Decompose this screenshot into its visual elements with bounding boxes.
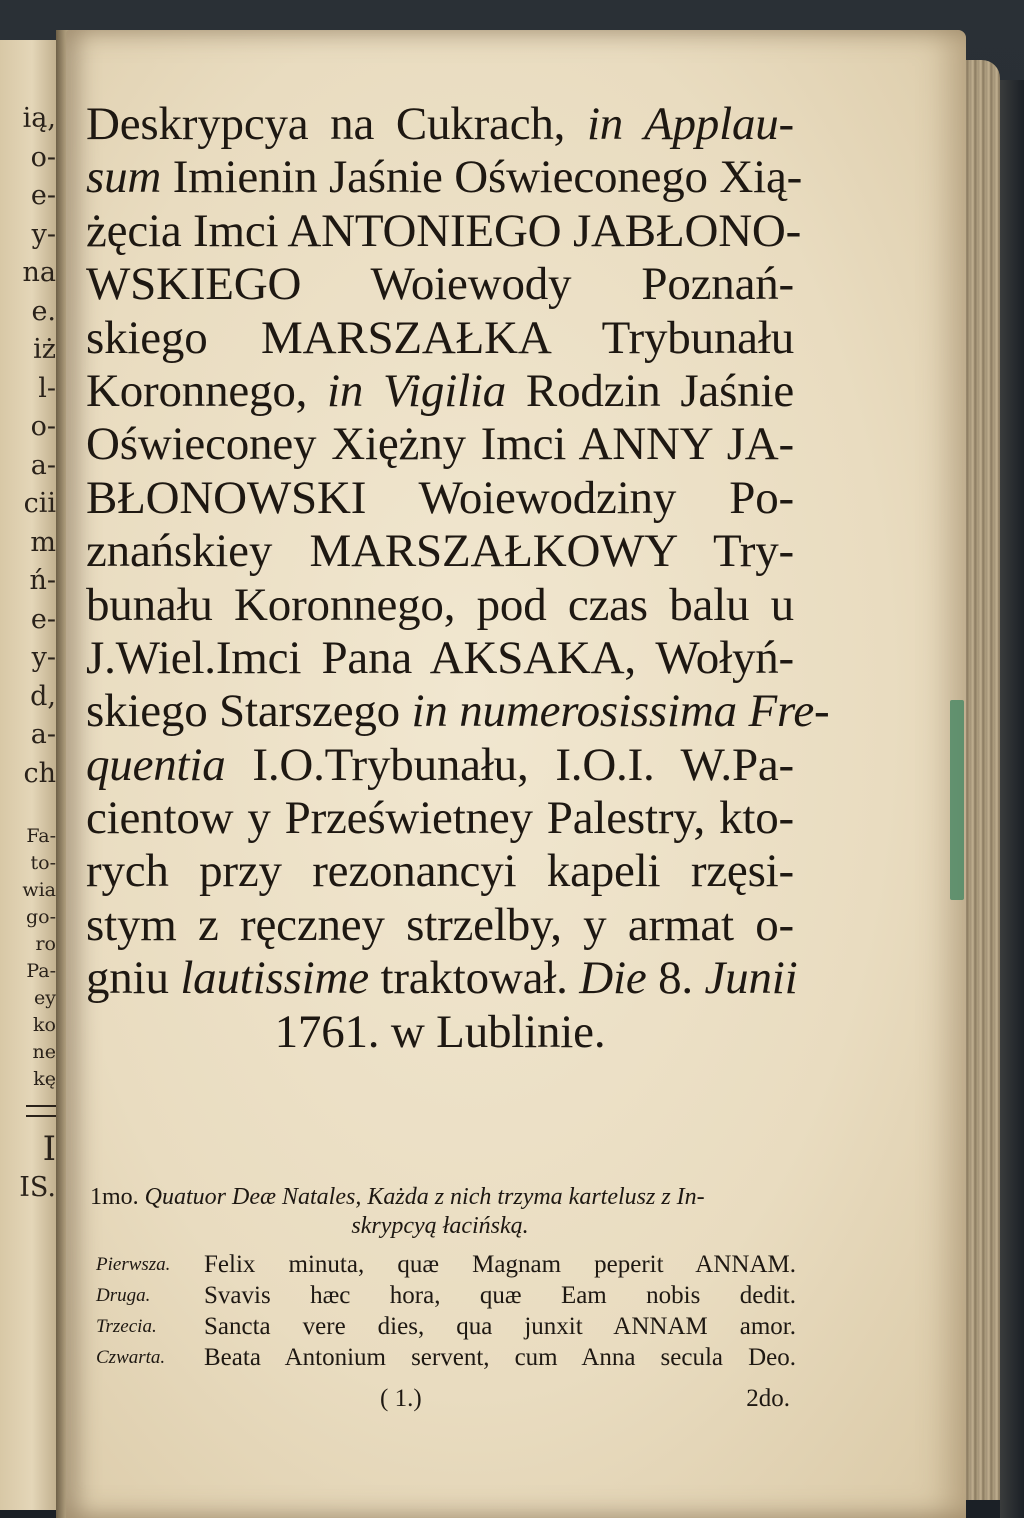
- left-fragment: d,: [30, 680, 56, 712]
- left-fragment: iż: [33, 334, 56, 365]
- title-line: quentia I.O.Trybunału, I.O.I. W.Pa-: [86, 738, 794, 791]
- left-fragment-small: wia: [22, 879, 56, 901]
- left-fragment: m: [30, 526, 56, 558]
- intro-number: 1mo.: [90, 1184, 139, 1210]
- left-fragment: o-: [30, 141, 56, 173]
- catchword: 2do.: [746, 1385, 790, 1412]
- left-fragment: e-: [30, 603, 56, 635]
- left-fragment-small: ey: [34, 987, 56, 1009]
- verse-text: Beata Antonium servent, cum Anna secula Deo.: [204, 1344, 796, 1371]
- verse-text: Felix minuta, quæ Magnam peperit ANNAM.: [204, 1251, 796, 1278]
- intro-line-2: skrypcyą łacińską.: [351, 1213, 529, 1239]
- title-line: WSKIEGO Woiewody Poznań-: [86, 258, 794, 311]
- left-fragment-small: Pa-: [26, 960, 56, 982]
- page-footer: [380, 1385, 790, 1413]
- title-line: gniu lautissime traktował. Die 8. Junii: [86, 952, 798, 1005]
- title-line: żęcia Imci ANTONIEGO JABŁONO-: [86, 204, 802, 257]
- left-fragment-small: go-: [25, 906, 56, 928]
- left-fragment: ią,: [22, 103, 56, 134]
- left-fragment: na: [22, 257, 56, 288]
- title-paragraph: [86, 98, 830, 1059]
- title-line: cientow y Prześwietney Palestry, kto-: [86, 792, 794, 845]
- left-fragment-small: to-: [30, 852, 56, 874]
- title-line: Oświeconey Xiężny Imci ANNY JA-: [86, 418, 794, 471]
- verse-line: [96, 1249, 796, 1280]
- verse-list: [96, 1249, 796, 1373]
- left-fragment-small: ko: [33, 1014, 56, 1036]
- edge-shadow: [1000, 80, 1024, 1518]
- title-line: sum Imienin Jaśnie Oświeconego Xią-: [86, 151, 803, 204]
- title-line: bunału Koronnego, pod czas balu u: [86, 578, 794, 631]
- verse-label: Druga.: [96, 1285, 151, 1306]
- verse-label: Pierwsza.: [96, 1254, 171, 1275]
- verse-line: [96, 1342, 796, 1373]
- intro-line-1: Quatuor Deæ Natales, Każda z nich trzyma kartelusz z In-: [144, 1184, 705, 1210]
- title-line: J.Wiel.Imci Pana AKSAKA, Wołyń-: [86, 631, 794, 684]
- double-rule: [26, 1105, 56, 1117]
- title-line: Deskrypcya na Cukrach, in Applau-: [86, 98, 794, 150]
- left-fragment: ń-: [29, 565, 56, 596]
- left-fragment-small: ro: [35, 933, 56, 955]
- title-line: 1761. w Lublinie.: [274, 1005, 606, 1058]
- bookmark-ribbon: [950, 700, 964, 900]
- verse-text: Svavis hæc hora, quæ Eam nobis dedit.: [204, 1282, 796, 1309]
- left-fragment: y-: [31, 218, 56, 250]
- left-fragment: l-: [38, 372, 56, 404]
- title-line: Koronnego, in Vigilia Rodzin Jaśnie: [86, 364, 794, 417]
- title-line: skiego Starszego in numerosissima Fre-: [86, 685, 830, 738]
- title-line: stym z ręczney strzelby, y armat o-: [86, 898, 794, 951]
- left-fragment: e-: [30, 180, 56, 211]
- left-fragment-end: I: [42, 1129, 56, 1169]
- left-fragment-small: ne: [32, 1041, 56, 1063]
- page-number: ( 1.): [380, 1385, 422, 1412]
- title-line: znańskiey MARSZAŁKOWY Try-: [86, 525, 794, 578]
- left-fragment: e.: [31, 295, 56, 327]
- left-fragment: ch: [23, 757, 56, 789]
- verse-line: [96, 1311, 796, 1342]
- title-line: skiego MARSZAŁKA Trybunału: [86, 311, 794, 364]
- left-fragment-small: kę: [33, 1068, 56, 1090]
- left-fragment: a-: [30, 719, 56, 750]
- verse-text: Sancta vere dies, qua junxit ANNAM amor.: [204, 1313, 796, 1340]
- left-fragment: cii: [23, 488, 56, 519]
- left-fragment-end: IS.: [19, 1172, 56, 1203]
- verse-label: Czwarta.: [96, 1347, 166, 1368]
- left-fragment-small: Fa-: [26, 825, 56, 847]
- title-line: BŁONOWSKI Woiewodziny Po-: [86, 471, 794, 524]
- verse-line: [96, 1280, 796, 1311]
- left-fragment: y-: [31, 642, 56, 673]
- verse-label: Trzecia.: [96, 1316, 157, 1337]
- left-fragment: a-: [30, 449, 56, 481]
- previous-page-text: [2, 100, 56, 1208]
- title-line: rych przy rezonancyi kapeli rzęsi-: [86, 845, 794, 898]
- left-fragment: o-: [30, 411, 56, 442]
- verse-introduction: [90, 1183, 790, 1241]
